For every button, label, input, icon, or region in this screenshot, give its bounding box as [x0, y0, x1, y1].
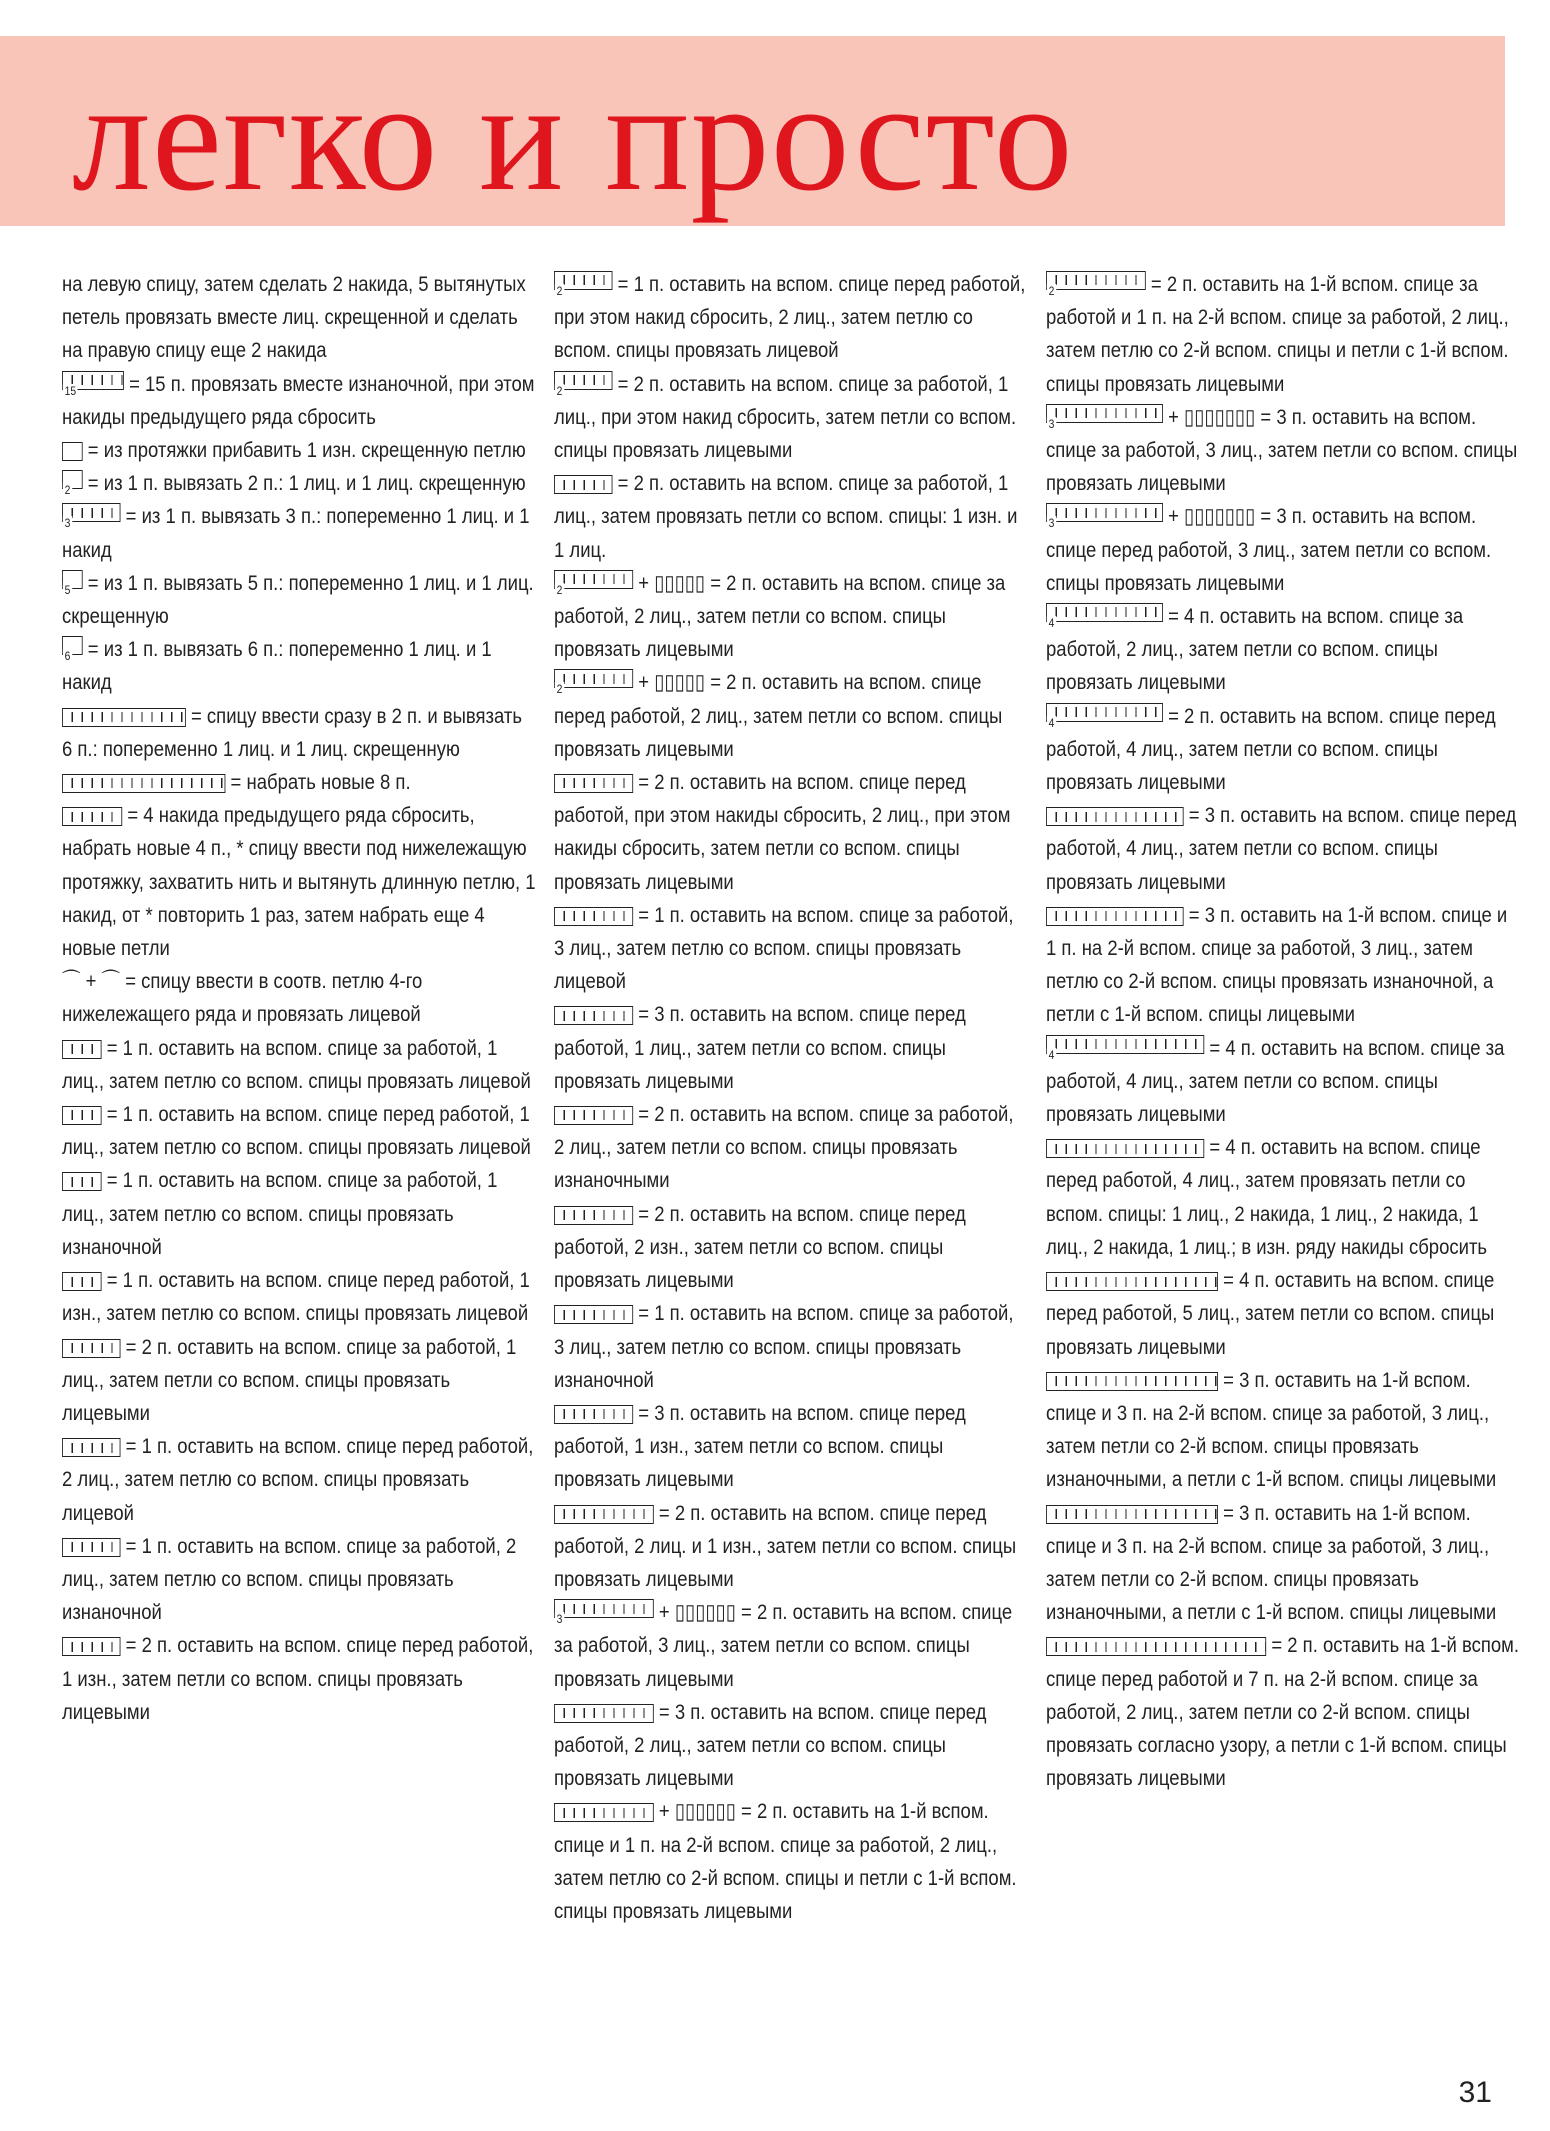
stitch-symbol-number: 4: [1048, 1047, 1055, 1062]
legend-text: = набрать новые 8 п.: [230, 770, 411, 795]
stitch-symbol-icon: [554, 669, 633, 697]
stitch-symbol-icon: [554, 907, 633, 926]
stitch-symbol-number: 2: [556, 383, 563, 398]
legend-text: = 1 п. оставить на вспом. спице за работой, 3 лиц., затем петлю со вспом. спицы провязать изнаночной: [554, 1301, 1014, 1392]
legend-text: + ▯▯▯▯▯▯▯ = 3 п. оставить на вспом. спице за работой, 3 лиц., затем петли со вспом. спицы провязать лицевыми: [1046, 404, 1518, 496]
legend-text: + ▯▯▯▯▯▯ = 2 п. оставить на вспом. спице за работой, 3 лиц., затем петли со вспом. спицы провязать лицевыми: [554, 1600, 1013, 1691]
legend-text: = 4 п. оставить на вспом. спице за работой, 2 лиц., затем петли со вспом. спицы провязать лицевыми: [1046, 604, 1464, 695]
stitch-symbol-icon: [554, 1405, 633, 1424]
stitch-symbol-icon: [62, 1172, 102, 1191]
legend-entry: [1046, 1131, 1521, 1264]
stitch-symbol-icon: [554, 774, 633, 793]
legend-entry: [62, 1530, 537, 1630]
stitch-symbol-icon: [554, 1704, 654, 1723]
legend-entry: [554, 268, 1029, 368]
stitch-symbol-icon: [62, 503, 120, 531]
legend-entry: [62, 633, 537, 699]
legend-text: = 15 п. провязать вместе изнаночной, при этом накиды предыдущего ряда сбросить: [62, 371, 535, 429]
legend-entry: [1046, 268, 1521, 401]
stitch-symbol-number: 5: [64, 582, 71, 597]
legend-entry: [1046, 1497, 1521, 1630]
legend-text: = 2 п. оставить на вспом. спице за работой, 1 лиц., затем петли со вспом. спицы провязать лицевыми: [62, 1334, 517, 1425]
legend-entry: [62, 1331, 537, 1431]
legend-entry: [554, 1198, 1029, 1298]
legend-entry: [62, 766, 537, 799]
legend-entry: [62, 799, 537, 965]
stitch-symbol-icon: [62, 470, 83, 498]
stitch-symbol-icon: [1046, 271, 1146, 298]
legend-entry: [554, 1098, 1029, 1198]
page-title: легко и просто: [72, 49, 1074, 224]
legend-text: = 2 п. оставить на вспом. спице перед работой, 2 изн., затем петли со вспом. спицы провязать лицевыми: [554, 1201, 966, 1293]
legend-text: = 4 п. оставить на вспом. спице перед работой, 5 лиц., затем петли со вспом. спицы провязать лицевыми: [1046, 1268, 1495, 1359]
legend-entry: [554, 766, 1029, 899]
legend-text: = 3 п. оставить на вспом. спице перед работой, 4 лиц., затем петли со вспом. спицы провязать лицевыми: [1046, 803, 1517, 894]
legend-entry: [554, 1696, 1029, 1796]
legend-entry: [62, 467, 537, 500]
stitch-symbol-icon: [62, 636, 83, 664]
legend-entry: [554, 1297, 1029, 1397]
legend-entry: [1046, 899, 1521, 1032]
legend-text: = 1 п. оставить на вспом. спице за работой, 1 лиц., затем петлю со вспом. спицы провязать изнаночной: [62, 1168, 498, 1259]
legend-entry: [62, 368, 537, 434]
legend-entry: [1046, 1264, 1521, 1364]
legend-text: = 2 п. оставить на 1-й вспом. спице за работой и 1 п. на 2-й вспом. спице за работой, 2 лиц., затем петлю со 2-й вспом. спицы и петли с 1-й вспом. спицы провязать лицевыми: [1046, 272, 1509, 396]
stitch-symbol-number: 4: [1048, 616, 1055, 631]
legend-text: = 2 п. оставить на вспом. спице перед работой, 4 лиц., затем петли со вспом. спицы провязать лицевыми: [1046, 703, 1496, 795]
stitch-symbol-icon: [62, 807, 122, 826]
legend-text: = 3 п. оставить на вспом. спице перед работой, 2 лиц., затем петли со вспом. спицы провязать лицевыми: [554, 1699, 987, 1791]
stitch-symbol-number: 6: [64, 649, 71, 664]
legend-text: = 1 п. оставить на вспом. спице перед работой, 1 лиц., затем петлю со вспом. спицы провязать лицевой: [62, 1102, 531, 1160]
stitch-symbol-icon: [1046, 1372, 1218, 1391]
stitch-symbol-icon: [1046, 907, 1184, 926]
legend-text: = 3 п. оставить на вспом. спице перед работой, 1 изн., затем петли со вспом. спицы провязать лицевыми: [554, 1400, 966, 1492]
stitch-symbol-icon: [62, 570, 83, 597]
legend-text: = 2 п. оставить на вспом. спице за работой, 1 лиц., затем провязать петли со вспом. спицы: 1 изн. и 1 лиц.: [554, 471, 1018, 562]
stitch-symbol-icon: [62, 1637, 120, 1656]
stitch-symbol-icon: [554, 1305, 633, 1324]
stitch-symbol-icon: [62, 1106, 102, 1125]
legend-entry: [62, 1629, 537, 1729]
legend-text: = из 1 п. вывязать 3 п.: попеременно 1 лиц. и 1 накид: [62, 504, 530, 562]
stitch-symbol-icon: [62, 1538, 120, 1557]
legend-text: = 4 п. оставить на вспом. спице перед работой, 4 лиц., затем провязать петли со вспом. спицы: 1 лиц., 2 накида, 1 лиц., 2 накида, 1 лиц., 2 накида, 1 лиц.; в изн. ряду накиды сбросить: [1046, 1135, 1488, 1259]
stitch-symbol-icon: [62, 708, 186, 727]
stitch-symbol-number: 2: [64, 483, 71, 498]
legend-entry: [554, 1397, 1029, 1497]
stitch-symbol-number: 2: [556, 682, 563, 697]
legend-entry: [62, 1164, 537, 1264]
legend-entry: [1046, 401, 1521, 501]
stitch-symbol-icon: [1046, 404, 1163, 431]
legend-text: на левую спицу, затем сделать 2 накида, 5 вытянутых петель провязать вместе лиц. скрещенной и сделать на правую спицу еще 2 накида: [62, 272, 526, 363]
legend-entry: [62, 1430, 537, 1530]
stitch-symbol-icon: [1046, 1272, 1218, 1291]
legend-text: = 3 п. оставить на 1-й вспом. спице и 3 п. на 2-й вспом. спице за работой, 3 лиц., затем петли со 2-й вспом. спицы провязать изнаночными, а петли с 1-й вспом. спицы лицевыми: [1046, 1367, 1497, 1492]
legend-text: = 2 п. оставить на вспом. спице за работой, 1 лиц., при этом накид сбросить, затем петли со вспом. спицы провязать лицевыми: [554, 371, 1017, 463]
legend-entry: [62, 434, 537, 467]
legend-text: = 1 п. оставить на вспом. спице за работой, 2 лиц., затем петлю со вспом. спицы провязать изнаночной: [62, 1533, 517, 1625]
legend-entry: [1046, 600, 1521, 700]
legend-entry: [62, 567, 537, 633]
legend-entry: [554, 998, 1029, 1098]
legend-text: = 2 п. оставить на вспом. спице за работой, 2 лиц., затем петли со вспом. спицы провязать изнаночными: [554, 1102, 1014, 1193]
stitch-symbol-icon: [1046, 503, 1163, 531]
legend-entry: [62, 1032, 537, 1098]
stitch-symbol-number: 4: [1048, 715, 1055, 730]
text-column-2: [554, 268, 1026, 1928]
legend-text: = 2 п. оставить на вспом. спице перед работой, 1 изн., затем петли со вспом. спицы провязать лицевыми: [62, 1633, 534, 1724]
stitch-symbol-icon: [1046, 1637, 1266, 1656]
stitch-symbol-icon: [554, 271, 612, 298]
stitch-symbol-icon: [62, 1040, 102, 1059]
legend-entry: [62, 1098, 537, 1164]
legend-text: = из 1 п. вывязать 2 п.: 1 лиц. и 1 лиц. скрещенную: [87, 471, 526, 496]
legend-text: = 1 п. оставить на вспом. спице перед работой, 2 лиц., затем петлю со вспом. спицы провязать лицевой: [62, 1434, 534, 1525]
legend-entry: [62, 1264, 537, 1330]
stitch-symbol-icon: [554, 1206, 633, 1225]
stitch-symbol-number: 2: [1048, 284, 1055, 298]
legend-text: = 1 п. оставить на вспом. спице перед работой, 1 изн., затем петлю со вспом. спицы провязать лицевой: [62, 1268, 530, 1326]
stitch-symbol-icon: [1046, 1505, 1218, 1524]
stitch-symbol-number: 3: [1048, 516, 1055, 531]
legend-text: = спицу ввести сразу в 2 п. и вывязать 6 п.: попеременно 1 лиц. и 1 лиц. скрещенную: [62, 703, 522, 761]
stitch-symbol-number: 3: [1048, 416, 1055, 431]
legend-text: = 1 п. оставить на вспом. спице за работой, 3 лиц., затем петлю со вспом. спицы провязать лицевой: [554, 902, 1014, 994]
stitch-symbol-number: 2: [556, 582, 563, 597]
legend-text: = 2 п. оставить на вспом. спице перед работой, при этом накиды сбросить, 2 лиц., при этом накиды сбросить, затем петли со вспом. спицы провязать лицевыми: [554, 770, 1011, 894]
legend-entry: [62, 965, 537, 1031]
stitch-symbol-number: 3: [556, 1612, 563, 1627]
legend-text: + ▯▯▯▯▯ = 2 п. оставить на вспом. спице за работой, 2 лиц., затем петли со вспом. спицы провязать лицевыми: [554, 570, 1006, 662]
legend-text: = 3 п. оставить на 1-й вспом. спице и 3 п. на 2-й вспом. спице за работой, 3 лиц., затем петли со 2-й вспом. спицы провязать изнаночными, а петли с 1-й вспом. спицы лицевыми: [1046, 1500, 1497, 1625]
text-column-3: [1046, 268, 1519, 1795]
legend-entry: [62, 500, 537, 566]
stitch-symbol-number: 3: [64, 516, 71, 531]
legend-entry: [1046, 799, 1521, 899]
stitch-symbol-icon: [1046, 1035, 1204, 1062]
stitch-symbol-icon: [554, 371, 612, 398]
legend-entry: [554, 567, 1029, 667]
legend-entry: [554, 1497, 1029, 1597]
legend-text: = из 1 п. вывязать 6 п.: попеременно 1 лиц. и 1 накид: [62, 637, 492, 695]
legend-text: = 1 п. оставить на вспом. спице перед работой, при этом накид сбросить, 2 лиц., затем петлю со вспом. спицы провязать лицевой: [554, 272, 1026, 363]
legend-text: = 3 п. оставить на вспом. спице перед работой, 1 лиц., затем петли со вспом. спицы провязать лицевыми: [554, 1002, 966, 1093]
legend-entry: [554, 666, 1029, 766]
stitch-symbol-icon: [62, 774, 225, 793]
legend-entry: [554, 467, 1029, 567]
legend-text: = 3 п. оставить на 1-й вспом. спице и 1 п. на 2-й вспом. спице за работой, 3 лиц., затем петлю со 2-й вспом. спицы провязать изнаночной, а петли с 1-й вспом. спицы лицевыми: [1046, 902, 1508, 1027]
legend-text: = 4 п. оставить на вспом. спице за работой, 4 лиц., затем петли со вспом. спицы провязать лицевыми: [1046, 1035, 1505, 1127]
stitch-symbol-icon: [1046, 703, 1163, 730]
legend-entry: [554, 368, 1029, 468]
legend-text: + ▯▯▯▯▯▯▯ = 3 п. оставить на вспом. спице перед работой, 3 лиц., затем петли со вспом. спицы провязать лицевыми: [1046, 504, 1492, 595]
stitch-symbol-icon: [554, 1106, 633, 1125]
legend-entry: [1046, 1364, 1521, 1497]
stitch-symbol-icon: [554, 1006, 633, 1025]
stitch-symbol-icon: [554, 1803, 654, 1822]
legend-entry: [554, 1596, 1029, 1696]
legend-text: = 1 п. оставить на вспом. спице за работой, 1 лиц., затем петлю со вспом. спицы провязать лицевой: [62, 1035, 531, 1093]
legend-text: = из 1 п. вывязать 5 п.: попеременно 1 лиц. и 1 лиц. скрещенную: [62, 570, 534, 629]
legend-entry: [554, 1795, 1029, 1928]
stitch-symbol-icon: [1046, 807, 1184, 826]
legend-text: + ▯▯▯▯▯ = 2 п. оставить на вспом. спице перед работой, 2 лиц., затем петли со вспом. спицы провязать лицевыми: [554, 670, 1003, 761]
legend-text: = 4 накида предыдущего ряда сбросить, набрать новые 4 п., * спицу ввести под нижележащую протяжку, захватить нить и вытянуть длинную петлю, 1 накид, от * повторить 1 раз, затем набрать еще 4 новые петли: [62, 803, 536, 961]
legend-text: = 2 п. оставить на 1-й вспом. спице перед работой и 7 п. на 2-й вспом. спице за работой, 2 лиц., затем петли со 2-й вспом. спицы провязать согласно узору, а петли с 1-й вспом. спицы провязать лицевыми: [1046, 1633, 1519, 1791]
legend-entry: [62, 268, 537, 368]
legend-entry: [1046, 700, 1521, 800]
page-number: 31: [1458, 2076, 1492, 2109]
stitch-symbol-icon: [554, 570, 633, 597]
stitch-symbol-icon: [62, 371, 124, 398]
stitch-symbol-icon: [554, 475, 612, 494]
stitch-symbol-icon: [62, 442, 83, 461]
legend-text: = из протяжки прибавить 1 изн. скрещенную петлю: [87, 438, 526, 463]
legend-entry: [62, 700, 537, 766]
legend-entry: [1046, 1032, 1521, 1132]
stitch-symbol-icon: [62, 1438, 120, 1457]
legend-entry: [1046, 1629, 1521, 1795]
stitch-symbol-icon: [62, 1272, 102, 1291]
legend-text: = 2 п. оставить на вспом. спице перед работой, 2 лиц. и 1 изн., затем петли со вспом. спицы провязать лицевыми: [554, 1500, 1017, 1591]
legend-entry: [554, 899, 1029, 999]
stitch-symbol-icon: [554, 1505, 654, 1524]
stitch-symbol-number: 15: [64, 383, 77, 398]
text-column-1: [62, 268, 536, 1729]
stitch-symbol-icon: [62, 1339, 120, 1358]
legend-text: ⌒ + ⌒ = спицу ввести в соотв. петлю 4-го нижележащего ряда и провязать лицевой: [62, 969, 423, 1027]
stitch-symbol-icon: [1046, 603, 1163, 631]
legend-entry: [1046, 500, 1521, 600]
legend-text: + ▯▯▯▯▯▯ = 2 п. оставить на 1-й вспом. спице и 1 п. на 2-й вспом. спице за работой, 2 лиц., затем петлю со 2-й вспом. спицы и петли с 1-й вспом. спицы провязать лицевыми: [554, 1799, 1017, 1923]
stitch-symbol-icon: [1046, 1139, 1204, 1158]
stitch-symbol-icon: [554, 1599, 654, 1627]
stitch-symbol-number: 2: [556, 284, 563, 298]
